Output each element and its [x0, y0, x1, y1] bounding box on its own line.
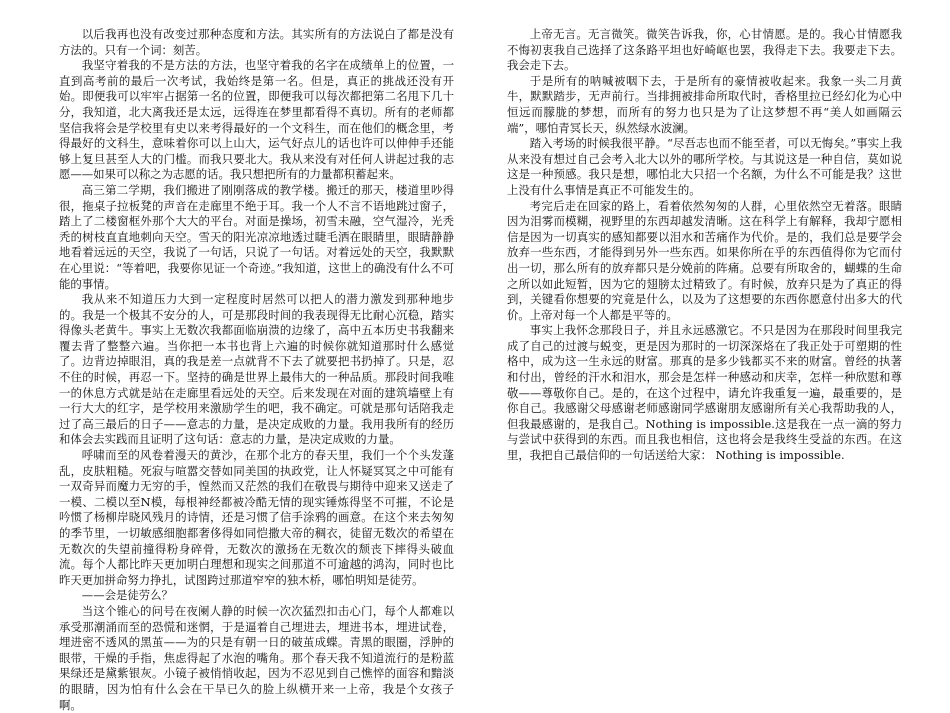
paragraph: 踏入考场的时候我很平静。“尽吾志也而不能至者，可以无悔矣。”事实上我从来没有想过自己会考入北大以外的哪所学校。与其说这是一种自信，莫如说这是一种预感。我只是想，哪怕北大只招一个名额，为什么不可能是我？这世上没有什么事情是真正不可能发生的。 — [507, 136, 902, 197]
paragraph: 上帝无言。无言微笑。微笑告诉我，你，心甘情愿。是的。我心甘情愿我不悔初衷我自己选择了这条路平坦也好崎岖也罢，我得走下去。我要走下去。我会走下去。 — [507, 27, 902, 73]
right-text-column — [507, 27, 902, 464]
paragraph: 考完后走在回家的路上，看着依然匆匆的人群，心里依然空无着落。眼睛因为泪雾而模糊，视野里的东西却越发清晰。这在科学上有解释，我却宁愿相信是因为一切真实的感知都要以泪水和苦痛作为代价。是的，我们总是要学会放弃一些东西，才能得到另外一些东西。如果你所在乎的东西值得你为它而付出一切，那么所有的放弃都只是分娩前的阵痛。总要有所取舍的，蝴蝶的生命之所以如此短暂，因为它的翅膀太过精致了。有时候，放弃只是为了真正的得到，关键看你想要的究竟是什么，以及为了这想要的东西你愿意付出多大的代价。上帝对每一个人都是平等的。 — [507, 198, 902, 322]
paragraph: 我从来不知道压力大到一定程度时居然可以把人的潜力激发到那种地步的。我是一个极其不安分的人，可是那段时间的我表现得无比耐心沉稳，踏实得像头老黄牛。事实上无数次我都面临崩溃的边缘了，高中五本历史书我翻来覆去背了整整六遍。当你把一本书也背上六遍的时候你就知道那时什么感觉了。边背边掉眼泪，真的我是差一点就背不下去了就要把书扔掉了。只是，忍不住的时候，再忍一下。坚持的确是世界上最伟大的一种品质。那段时间我唯一的休息方式就是站在走廊里看远处的天空。后来发现在对面的建筑墙壁上有一行大大的红字，是学校用来激励学生的吧，我不确定。可就是那句话陪我走过了高三最后的日子——意志的力量，是决定成败的力量。我用我所有的经历和体会去实践而且证明了这句话：意志的力量，是决定成败的力量。 — [59, 292, 454, 447]
paragraph: 我坚守着我的不是方法的方法，也坚守着我的名字在成绩单上的位置，一直到高考前的最后一次考试，我始终是第一名。但是，真正的挑战还没有开始。即便我可以牢牢占据第一名的位置，即便我可以每次都把第二名甩下几十分，我知道，北大离我还是太远，远得连在梦里都看得不真切。所有的老师都坚信我将会是学校里有史以来考得最好的一个文科生，而在他们的概念里，考得最好的文科生，意味着你可以上山大，运气好点儿的话也许可以伸伸手还能够上复旦甚至人大的门槛。而我只要北大。我从来没有对任何人讲起过我的志愿——如果可以称之为志愿的话。我只想把所有的力量都积蓄起来。 — [59, 58, 454, 182]
paragraph: 事实上我怀念那段日子，并且永远感激它。不只是因为在那段时间里我完成了自己的过渡与蜕变，更是因为那时的一切深深烙在了我正处于可塑期的性格中，成为这一生永远的财富。那真的是多少钱都买不来的财富。曾经的执著和付出，曾经的汗水和泪水，那会是怎样一种感动和庆幸，怎样一种欣慰和尊敬——尊敬你自己。是的，在这个过程中，请允许我重复一遍，最重要的，是你自己。我感谢父母感谢老师感谢同学感谢朋友感谢所有关心我帮助我的人，但我最感谢的，是我自己。Nothing is impossible.这是我在一点一滴的努力与尝试中获得到的东西。而且我也相信，这也将会是我终生受益的东西。在这里，我把自己最信仰的一句话送给大家： Nothing is impossible. — [507, 323, 902, 463]
paragraph: 呼啸而至的风卷着漫天的黄沙，在那个北方的春天里，我们一个个头发蓬乱，皮肤粗糙。死寂与喧嚣交替如同美国的执政党，让人怀疑冥冥之中可能有一双奇异而魔力无穷的手，惶然而又茫然的我们在敬畏与期待中迎来又送走了一模、二模以至N模，每根神经都被冷酷无情的现实锤炼得坚不可摧，不论是吟惯了杨柳岸晓风残月的诗情，还是习惯了信手涂鸦的画意。在这个来去匆匆的季节里，一切敏感细胞都奢侈得如同恺撒大帝的稠衣，徒留无数次的希望在无数次的失望前撞得粉身碎骨，无数次的激扬在无数次的颓丧下摔得头破血流。每个人都比昨天更加明白理想和现实之间那道不可逾越的鸿沟，同时也比昨天更加拼命努力挣扎，试图跨过那道窄窄的独木桥，哪怕明知是徒劳。 — [59, 448, 454, 587]
left-text-column — [59, 27, 454, 713]
paragraph: 以后我再也没有改变过那种态度和方法。其实所有的方法说白了都是没有方法的。只有一个词：刻苦。 — [59, 27, 454, 57]
paragraph: 高三第二学期，我们搬进了刚刚落成的教学楼。搬迁的那天，楼道里吵得很，拖桌子拉板凳的声音在走廊里不绝于耳。我一个人不言不语地跳过窗子，踏上了二楼窗框外那个大大的平台。对面是操场，初雪未融，空气湿冷，光秃秃的树枝直直地刺向天空。雪天的阳光凉凉地透过睫毛洒在眼睛里，眼睛静静地看着远远的天空，我说了一句话，只说了一句话。对着远处的天空，我默默在心里说：“等着吧，我要你见证一个奇迹。”我知道，这世上的确没有什么不可能的事情。 — [59, 182, 454, 291]
paragraph: 当这个锥心的问号在夜阑人静的时候一次次猛烈扣击心门，每个人都难以承受那潮涌而至的恐慌和迷惘，于是逼着自己埋进去，埋进书本，埋进试卷，埋进密不透风的黑茧——为的只是有朝一日的破茧成蝶。青黑的眼圈，浮肿的眼带，干燥的手指，焦虑得起了水泡的嘴角。那个春天我不知道流行的是粉蓝果绿还是黛紫银灰。小镜子被悄悄收起，因为不忍见到自己憔悴的面容和黯淡的眼睛，因为怕有什么会在干旱已久的脸上纵横开来一上帝，我是个女孩子啊。 — [59, 603, 454, 712]
paragraph: ——会是徒劳么？ — [81, 588, 173, 603]
paragraph: 于是所有的呐喊被咽下去，于是所有的豪情被收起来。我象一头二月黄牛，默默踏步，无声前行。当排拥被排命所取代时，香格里拉已经幻化为心中恒远而朦胧的梦想，而所有的努力也只是为了让这梦想不再“美人如画隔云端”，哪怕青冥长天，纵然绿水波澜。 — [507, 73, 902, 135]
